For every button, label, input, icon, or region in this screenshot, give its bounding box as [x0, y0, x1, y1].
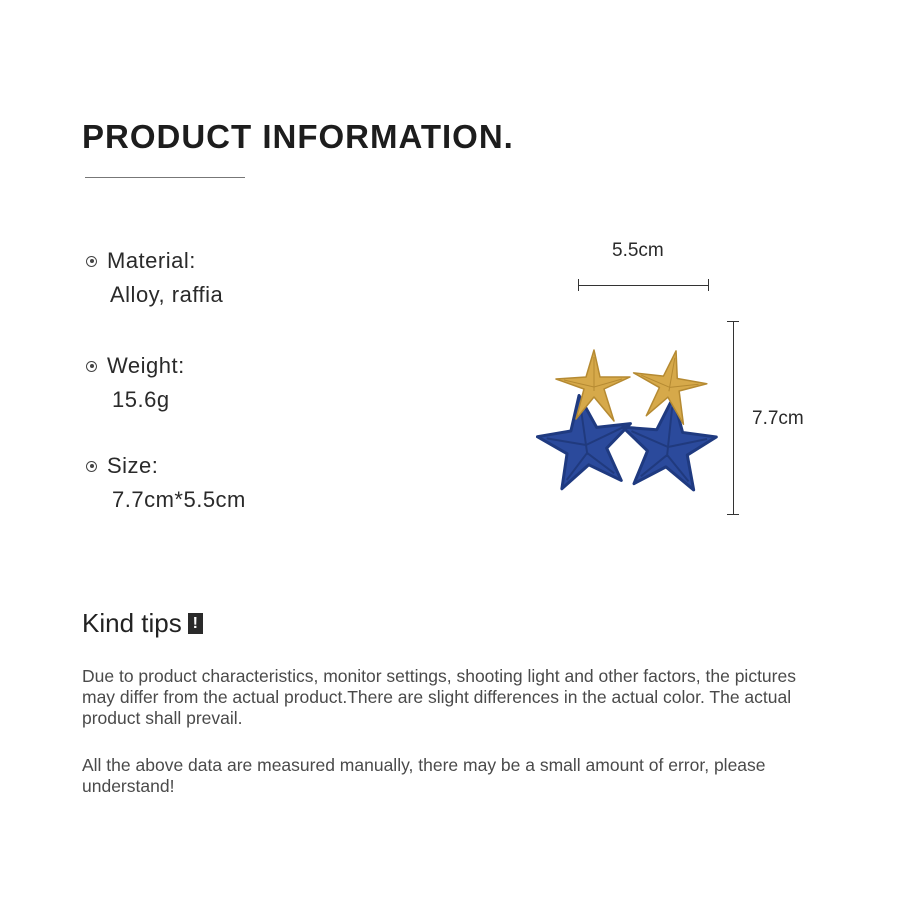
kind-tips-title: Kind tips [82, 608, 182, 638]
width-dimension-label: 5.5cm [612, 240, 664, 261]
height-dimension-line [733, 321, 734, 514]
spec-material [86, 248, 223, 308]
starfish-earrings-icon [536, 345, 726, 500]
warning-icon: ! [188, 613, 203, 634]
blue-starfish-right [617, 392, 720, 491]
spec-label: Material: [107, 248, 196, 273]
tips-paragraph-measurement: All the above data are measured manually, there may be a small amount of error, please understand! [82, 755, 766, 796]
title-underline [85, 177, 245, 178]
tips-paragraph-disclaimer: Due to product characteristics, monitor settings, shooting light and other factors, the pictures may differ from the actual product.There are slight differences in the actual color. The actual product shall prevail. [82, 666, 796, 728]
starfish-earrings-image [536, 345, 726, 500]
gold-starfish-left [556, 350, 630, 421]
spec-value: 15.6g [112, 387, 170, 412]
spec-value: 7.7cm*5.5cm [112, 487, 246, 512]
spec-size [86, 453, 246, 513]
bullet-icon [86, 461, 97, 472]
spec-value: Alloy, raffia [110, 282, 224, 307]
spec-weight [86, 353, 185, 413]
width-dimension-tick-left [578, 279, 579, 291]
height-dimension-label: 7.7cm [752, 408, 804, 429]
kind-tips-heading [82, 608, 203, 639]
height-dimension-tick-bottom [727, 514, 739, 515]
bullet-icon [86, 361, 97, 372]
height-dimension-tick-top [727, 321, 739, 322]
width-dimension-line [578, 285, 709, 286]
bullet-icon [86, 256, 97, 267]
spec-label: Size: [107, 453, 159, 478]
spec-label: Weight: [107, 353, 185, 378]
page-title: PRODUCT INFORMATION. [82, 118, 514, 155]
width-dimension-tick-right [708, 279, 709, 291]
